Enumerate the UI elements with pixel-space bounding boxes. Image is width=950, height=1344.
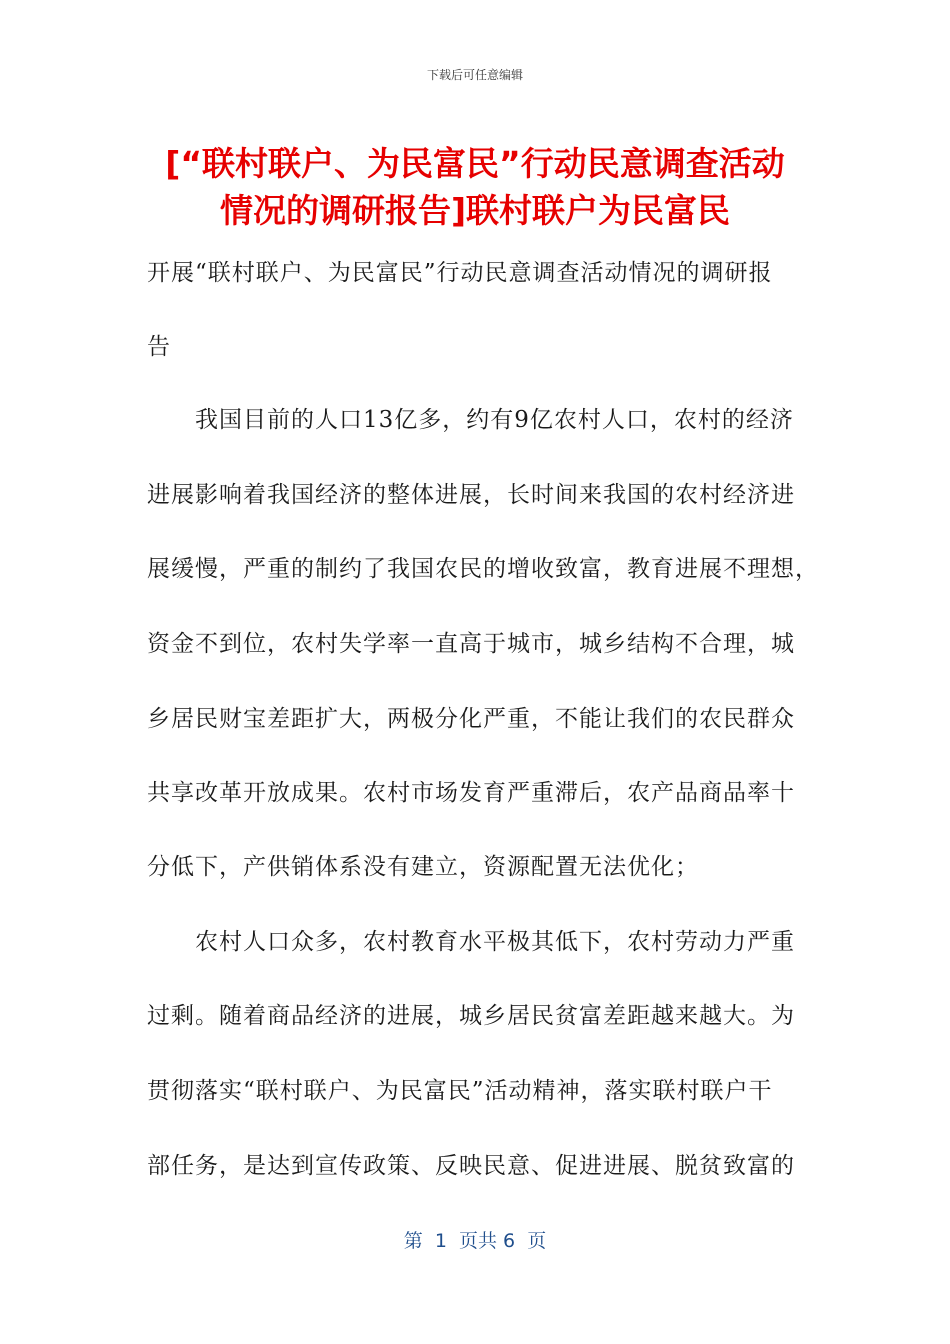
body-line: 展缓慢，严重的制约了我国农民的增收致富，教育进展不理想， [147,556,819,582]
body-line: 部任务，是达到宣传政策、反映民意、促进进展、脱贫致富的 [147,1153,795,1179]
title-line-1: [“联村联户、为民富民”行动民意调查活动 [165,144,785,183]
page-number: 第 1 页共 6 页 [403,1230,547,1252]
body-line: 过剩。随着商品经济的进展，城乡居民贫富差距越来越大。为 [147,1003,795,1029]
page-header: 下载后可任意编辑 [426,68,523,82]
document-title [140,140,810,234]
body-line: 贯彻落实“联村联户、为民富民”活动精神，落实联村联户干 [147,1078,773,1104]
body-line: 共享改革开放成果。农村市场发育严重滞后，农产品商品率十 [147,780,795,806]
body-line: 进展影响着我国经济的整体进展，长时间来我国的农村经济进 [147,482,795,508]
body-line: 农村人口众多，农村教育水平极其低下，农村劳动力严重 [147,929,795,955]
body-line: 资金不到位，农村失学率一直高于城市，城乡结构不合理，城 [147,631,795,657]
body-line: 乡居民财宝差距扩大，两极分化严重，不能让我们的农民群众 [147,706,795,732]
body-line: 我国目前的人口13亿多，约有9亿农村人口，农村的经济 [147,407,794,433]
title-line-2: 情况的调研报告]联村联户为民富民 [219,191,731,230]
body-line: 分低下，产供销体系没有建立，资源配置无法优化； [147,854,699,880]
body-line: 告 [147,334,171,360]
body-line: 开展“联村联户、为民富民”行动民意调查活动情况的调研报 [147,260,773,286]
